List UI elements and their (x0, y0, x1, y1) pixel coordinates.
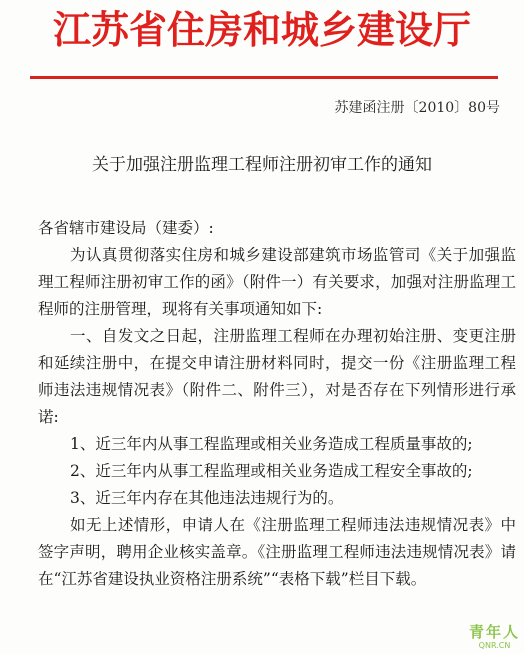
salutation: 各省辖市建设局（建委）: (38, 219, 214, 237)
paragraph-intro: 为认真贯彻落实住房和城乡建设部建筑市场监管司《关于加强监理工程师注册初审工作的函》（附件一）有关要求，加强对注册监理工程师的注册管理，现将有关事项通知如下: (38, 246, 516, 318)
paragraph-declaration: 如无上述情形，申请人在《注册监理工程师违法违规情况表》中签字声明，聘用企业核实盖章。《注册监理工程师违法违规情况表》请在“江苏省建设执业资格注册系统”“表格下载”栏目下载。 (38, 516, 516, 588)
document-number: 苏建函注册〔2010〕80号 (334, 100, 500, 116)
watermark-domain: QNR.CN (478, 641, 511, 650)
letterhead-title: 江苏省住房和城乡建设厅 (52, 7, 471, 52)
notice-title: 关于加强注册监理工程师注册初审工作的通知 (92, 155, 432, 175)
notice-body (38, 215, 516, 593)
condition-item-2: 2、近三年内从事工程监理或相关业务造成工程安全事故的; (70, 462, 473, 480)
condition-item-3: 3、近三年内存在其他违法违规行为的。 (70, 489, 344, 507)
site-watermark-logo (469, 623, 520, 650)
letterhead-red-rule (30, 76, 498, 79)
watermark-text: 青年人 (468, 623, 520, 641)
paragraph-item-one: 一、自发文之日起，注册监理工程师在办理初始注册、变更注册和延续注册中，在提交申请注册材料同时，提交一份《注册监理工程师违法违规情况表》（附件二、附件三），对是否存在下列情形进行承诺: (38, 327, 516, 426)
condition-item-1: 1、近三年内从事工程监理或相关业务造成工程质量事故的; (70, 435, 473, 453)
